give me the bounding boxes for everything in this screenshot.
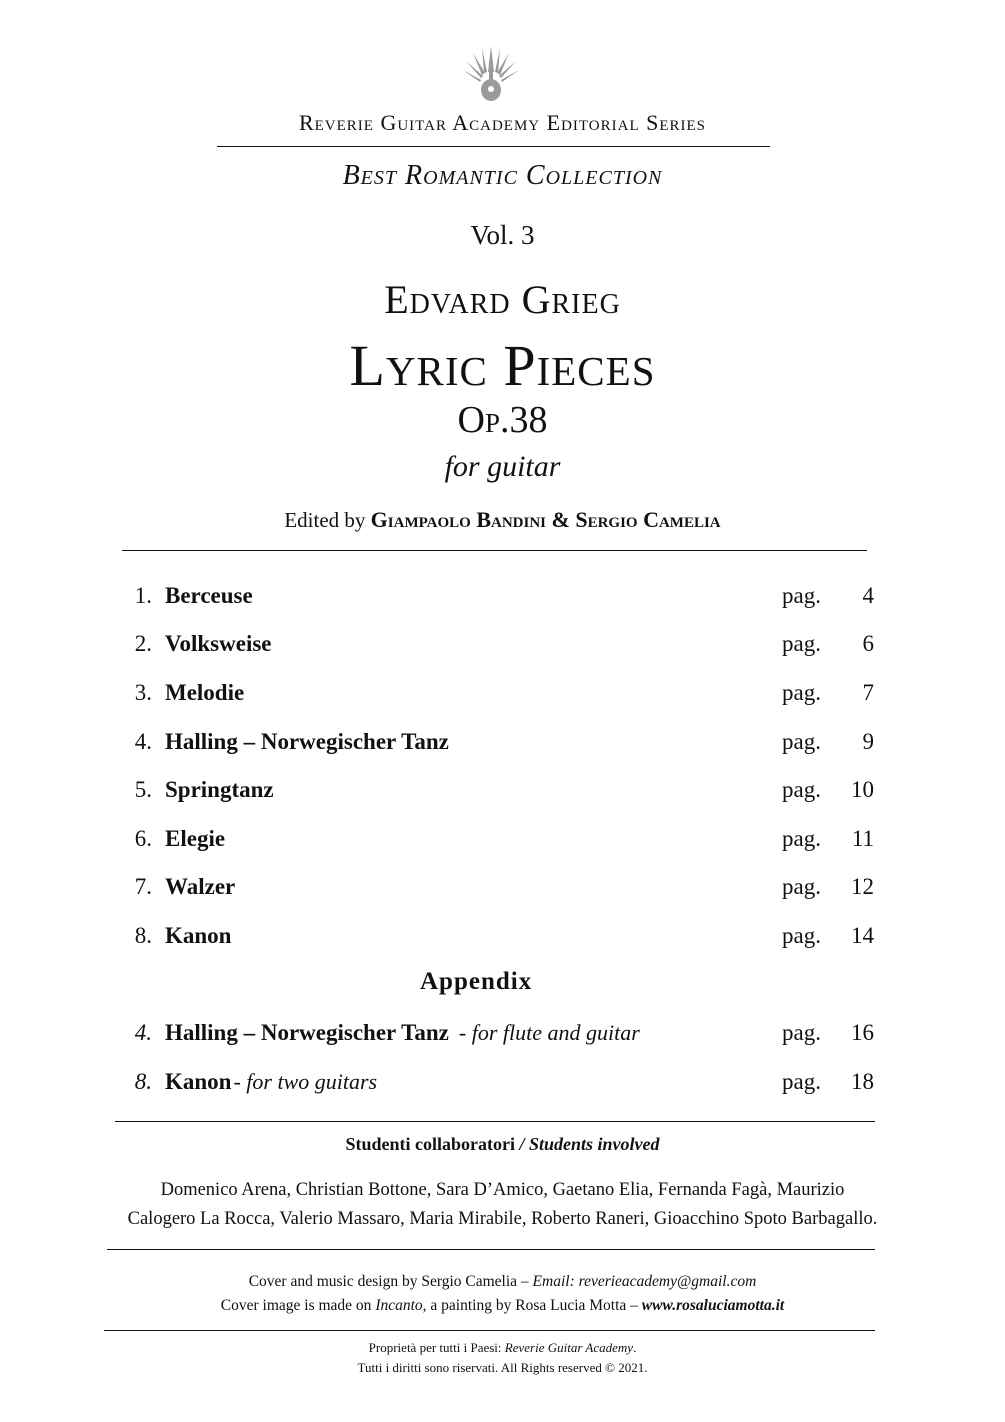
rights-suffix: . [633,1340,637,1355]
students-line: Domenico Arena, Christian Bottone, Sara D’Amico, Gaetano Elia, Fernanda Fagà, Maurizio [160,1180,845,1200]
appendix-number: 4. [134,1020,152,1045]
toc-entry [0,777,1005,813]
toc-title: Elegie [165,826,226,851]
appendix-title-text: Kanon [165,1069,232,1094]
edited-prefix: Edited by [284,508,366,532]
toc-number: 5. [134,777,152,802]
copyright-line: Tutti i diritti sono riservati. All Rights reserved © 2021. [357,1360,648,1375]
toc-page-number: 9 [862,729,874,754]
toc-page-number: 10 [851,777,874,802]
students-heading [0,1134,1005,1155]
painter-credit: , a painting by Rosa Lucia Motta – [422,1297,642,1314]
toc-entry [0,583,1005,619]
appendix-title-text: Halling – Norwegischer Tanz [165,1020,449,1045]
toc-pag-label: pag. [782,729,821,754]
cover-credit-prefix: Cover image is made on [220,1297,376,1314]
toc-pag-label: pag. [782,874,821,899]
toc-entry [0,729,1005,765]
students-list [0,1176,1005,1234]
composer-name: Edvard Grieg [384,277,621,322]
credits-line [0,1270,1005,1294]
toc-pag-label: pag. [782,583,821,608]
appendix-entry [0,1020,1005,1056]
credits-divider [104,1330,875,1331]
appendix-pag-label: pag. [782,1020,821,1045]
toc-number: 4. [134,729,152,754]
appendix-heading: Appendix [420,968,533,995]
toc-title: Walzer [165,874,236,899]
toc-bottom-divider [115,1121,875,1122]
toc-title: Halling – Norwegischer Tanz [165,729,449,754]
design-credit: Cover and music design by Sergio Camelia – [248,1273,533,1290]
toc-pag-label: pag. [782,680,821,705]
toc-title: Kanon [165,923,232,948]
painter-website: www.rosaluciamotta.it [641,1297,785,1314]
toc-page-number: 4 [862,583,874,608]
toc-entry [0,680,1005,716]
students-divider [107,1249,875,1250]
collection-title: Best Romantic Collection [342,160,663,191]
editor-names: Giampaolo Bandini & Sergio Camelia [370,507,721,532]
guitar-fan-logo-icon [460,42,522,104]
toc-pag-label: pag. [782,631,821,656]
toc-pag-label: pag. [782,826,821,851]
toc-number: 7. [134,874,152,899]
rights-prefix: Proprietà per tutti i Paesi: [368,1340,505,1355]
toc-top-divider [122,550,867,551]
toc-entry [0,631,1005,667]
appendix-pag-label: pag. [782,1069,821,1094]
toc-title: Volksweise [165,631,272,656]
toc-page-number: 7 [862,680,874,705]
appendix-title [165,1069,377,1095]
credits-line [0,1294,1005,1318]
toc-number: 8. [134,923,152,948]
toc-page-number: 14 [851,923,874,948]
instrument-label: for guitar [444,450,561,483]
students-heading-it: Studenti collaboratori [345,1134,515,1154]
appendix-note: - for flute and guitar [458,1020,640,1045]
opus-number: Op.38 [457,399,548,441]
appendix-note: - for two guitars [233,1069,378,1094]
painting-title: Incanto [375,1297,423,1314]
toc-title: Melodie [165,680,245,705]
rights-line [0,1338,1005,1358]
toc-number: 3. [134,680,152,705]
rights-owner: Reverie Guitar Academy [504,1340,634,1355]
appendix-page-number: 16 [851,1020,874,1045]
toc-title: Springtanz [165,777,274,802]
appendix-title [165,1020,640,1046]
credits-block [0,1270,1005,1318]
toc-entry [0,923,1005,959]
toc-pag-label: pag. [782,777,821,802]
contact-email: Email: reverieacademy@gmail.com [532,1273,757,1290]
toc-number: 2. [134,631,152,656]
toc-entry [0,874,1005,910]
toc-page-number: 11 [851,826,874,851]
volume-label: Vol. 3 [470,220,535,250]
appendix-page-number: 18 [851,1069,874,1094]
toc-page-number: 6 [862,631,874,656]
toc-number: 6. [134,826,152,851]
header-divider [217,146,770,147]
toc-number: 1. [134,583,152,608]
toc-page-number: 12 [851,874,874,899]
toc-title: Berceuse [165,583,253,608]
students-line: Calogero La Rocca, Valerio Massaro, Maria Mirabile, Roberto Raneri, Gioacchino Spoto Barbagallo. [127,1209,878,1229]
editors-line [0,507,1005,533]
toc-pag-label: pag. [782,923,821,948]
toc-entry [0,826,1005,862]
rights-block [0,1338,1005,1378]
appendix-entry [0,1069,1005,1105]
students-heading-en: / Students involved [519,1134,660,1154]
appendix-number: 8. [134,1069,152,1094]
series-title: Reverie Guitar Academy Editorial Series [298,110,707,135]
work-title: Lyric Pieces [349,333,656,398]
